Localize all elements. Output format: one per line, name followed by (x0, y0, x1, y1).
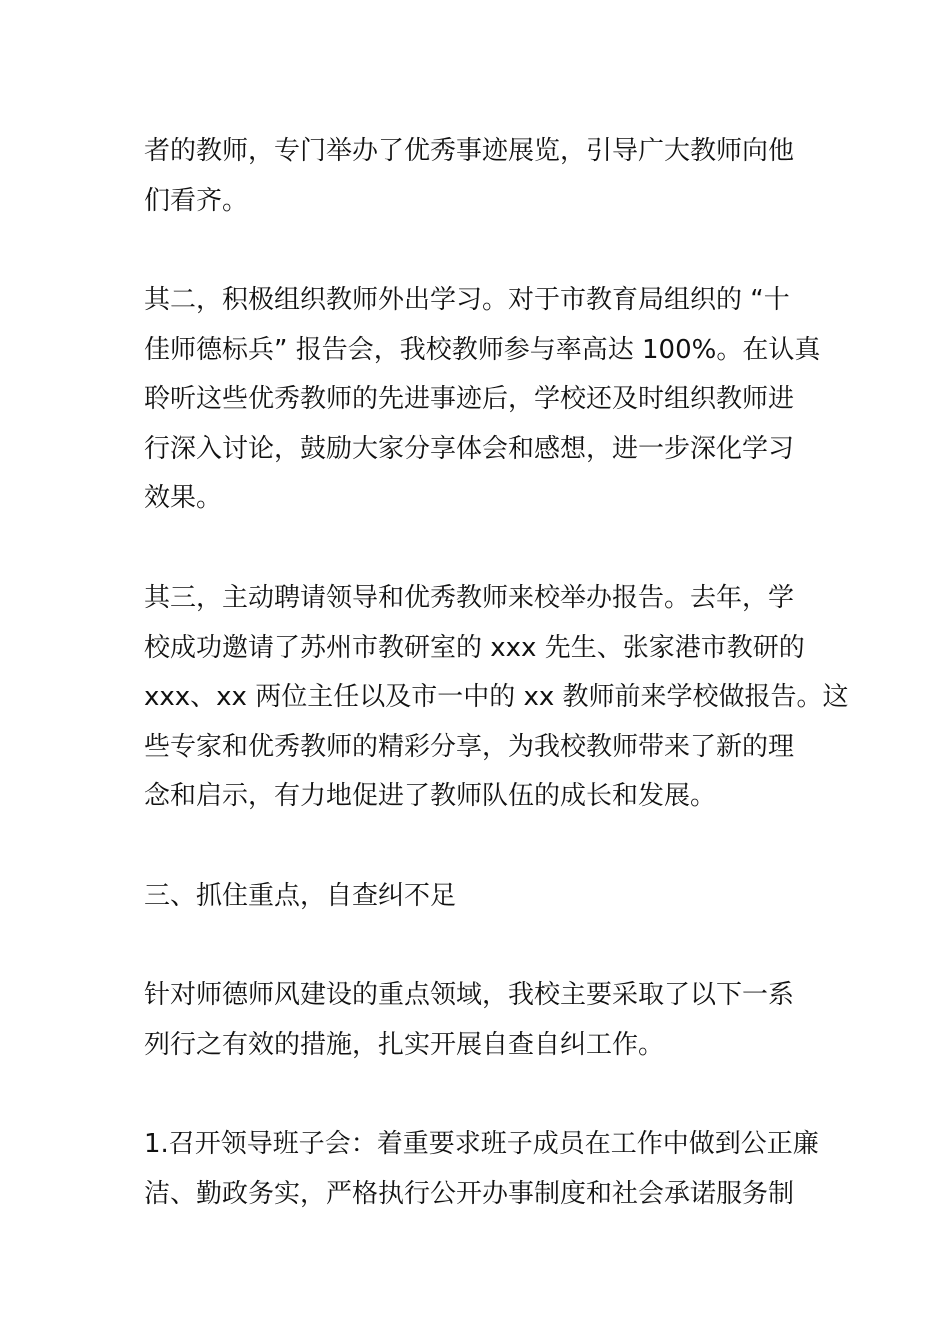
paragraph-measures (144, 971, 814, 1070)
text-line: 些专家和优秀教师的精彩分享，为我校教师带来了新的理 (144, 731, 795, 762)
text-line: 念和启示，有力地促进了教师队伍的成长和发展。 (144, 781, 717, 812)
text-line: 者的教师，专门举办了优秀事迹展览，引导广大教师向他 (144, 136, 795, 166)
paragraph-second-point (144, 276, 821, 524)
section-heading (144, 872, 814, 922)
text-line: 佳师德标兵” 报告会，我校教师参与率高达 100%。在认真 (144, 334, 821, 365)
text-line: 们看齐。 (144, 185, 249, 216)
paragraph-exhibition (144, 127, 814, 226)
paragraph-third-point (144, 574, 849, 822)
paragraph-item-1 (144, 1120, 819, 1219)
text-line: 其三，主动聘请领导和优秀教师来校举办报告。去年，学 (144, 583, 795, 613)
text-line: xxx、xx 两位主任以及市一中的 xx 教师前来学校做报告。这 (144, 682, 849, 713)
text-line: 针对师德师风建设的重点领域，我校主要采取了以下一系 (144, 980, 795, 1010)
text-line: 其二，积极组织教师外出学习。对于市教育局组织的 “十 (144, 285, 790, 315)
text-line: 洁、勤政务实，严格执行公开办事制度和社会承诺服务制 (144, 1178, 795, 1209)
text-line: 列行之有效的措施，扎实开展自查自纠工作。 (144, 1029, 665, 1060)
text-line: 1.召开领导班子会：着重要求班子成员在工作中做到公正廉 (144, 1129, 819, 1159)
text-line: 校成功邀请了苏州市教研室的 xxx 先生、张家港市教研的 (144, 632, 805, 663)
text-line: 聆听这些优秀教师的先进事迹后，学校还及时组织教师进 (144, 384, 795, 415)
text-line: 行深入讨论，鼓励大家分享体会和感想，进一步深化学习 (144, 433, 795, 464)
heading-text: 三、抓住重点，自查纠不足 (144, 881, 457, 911)
text-line: 效果。 (144, 483, 223, 514)
